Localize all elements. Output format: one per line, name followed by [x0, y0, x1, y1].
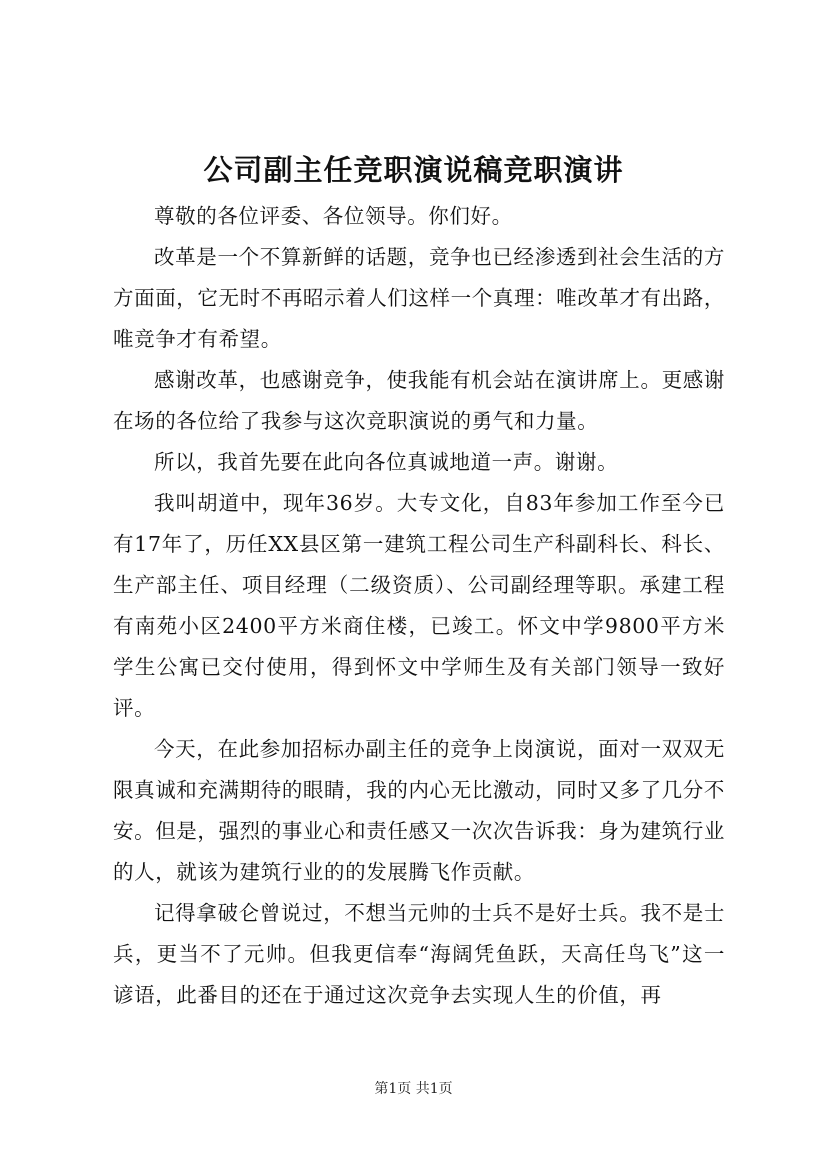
document-title: 公司副主任竞职演说稿竞职演讲	[203, 153, 624, 187]
paragraph-self-intro: 我叫胡道中，现年36岁。大专文化，自83年参加工作至今已有17年了，历任XX县区第一建筑工程公司生产科副科长、科长、生产部主任、项目经理（二级资质）、公司副经理等职。承建工程有南苑小区2400平方米商住楼，已竣工。怀文中学9800平方米学生公寓已交付使用，得到怀文中学师生及有关部门领导一致好评。	[113, 491, 725, 720]
paragraph-thanks: 感谢改革，也感谢竞争，使我能有机会站在演讲席上。更感谢在场的各位给了我参与这次竞职演说的勇气和力量。	[113, 368, 725, 433]
paragraph-reform: 改革是一个不算新鲜的话题，竞争也已经渗透到社会生活的方方面面，它无时不再昭示着人们这样一个真理：唯改革才有出路，唯竞争才有希望。	[113, 245, 725, 351]
document-body	[113, 196, 725, 1007]
paragraph-napoleon: 记得拿破仑曾说过，不想当元帅的士兵不是好士兵。我不是士兵，更当不了元帅。但我更信奉“海阔凭鱼跃，天高任鸟飞”这一谚语，此番目的还在于通过这次竞争去实现人生的价值，再	[113, 901, 725, 1007]
paragraph-gratitude: 所以，我首先要在此向各位真诚地道一声。谢谢。	[154, 450, 619, 474]
paragraph-today: 今天，在此参加招标办副主任的竞争上岗演说，面对一双双无限真诚和充满期待的眼睛，我的内心无比激动，同时又多了几分不安。但是，强烈的事业心和责任感又一次次告诉我：身为建筑行业的人，就该为建筑行业的的发展腾飞作贡献。	[113, 737, 725, 884]
paragraph-greeting: 尊敬的各位评委、各位领导。你们好。	[154, 204, 513, 228]
page-footer: 第1页 共1页	[374, 1081, 453, 1097]
